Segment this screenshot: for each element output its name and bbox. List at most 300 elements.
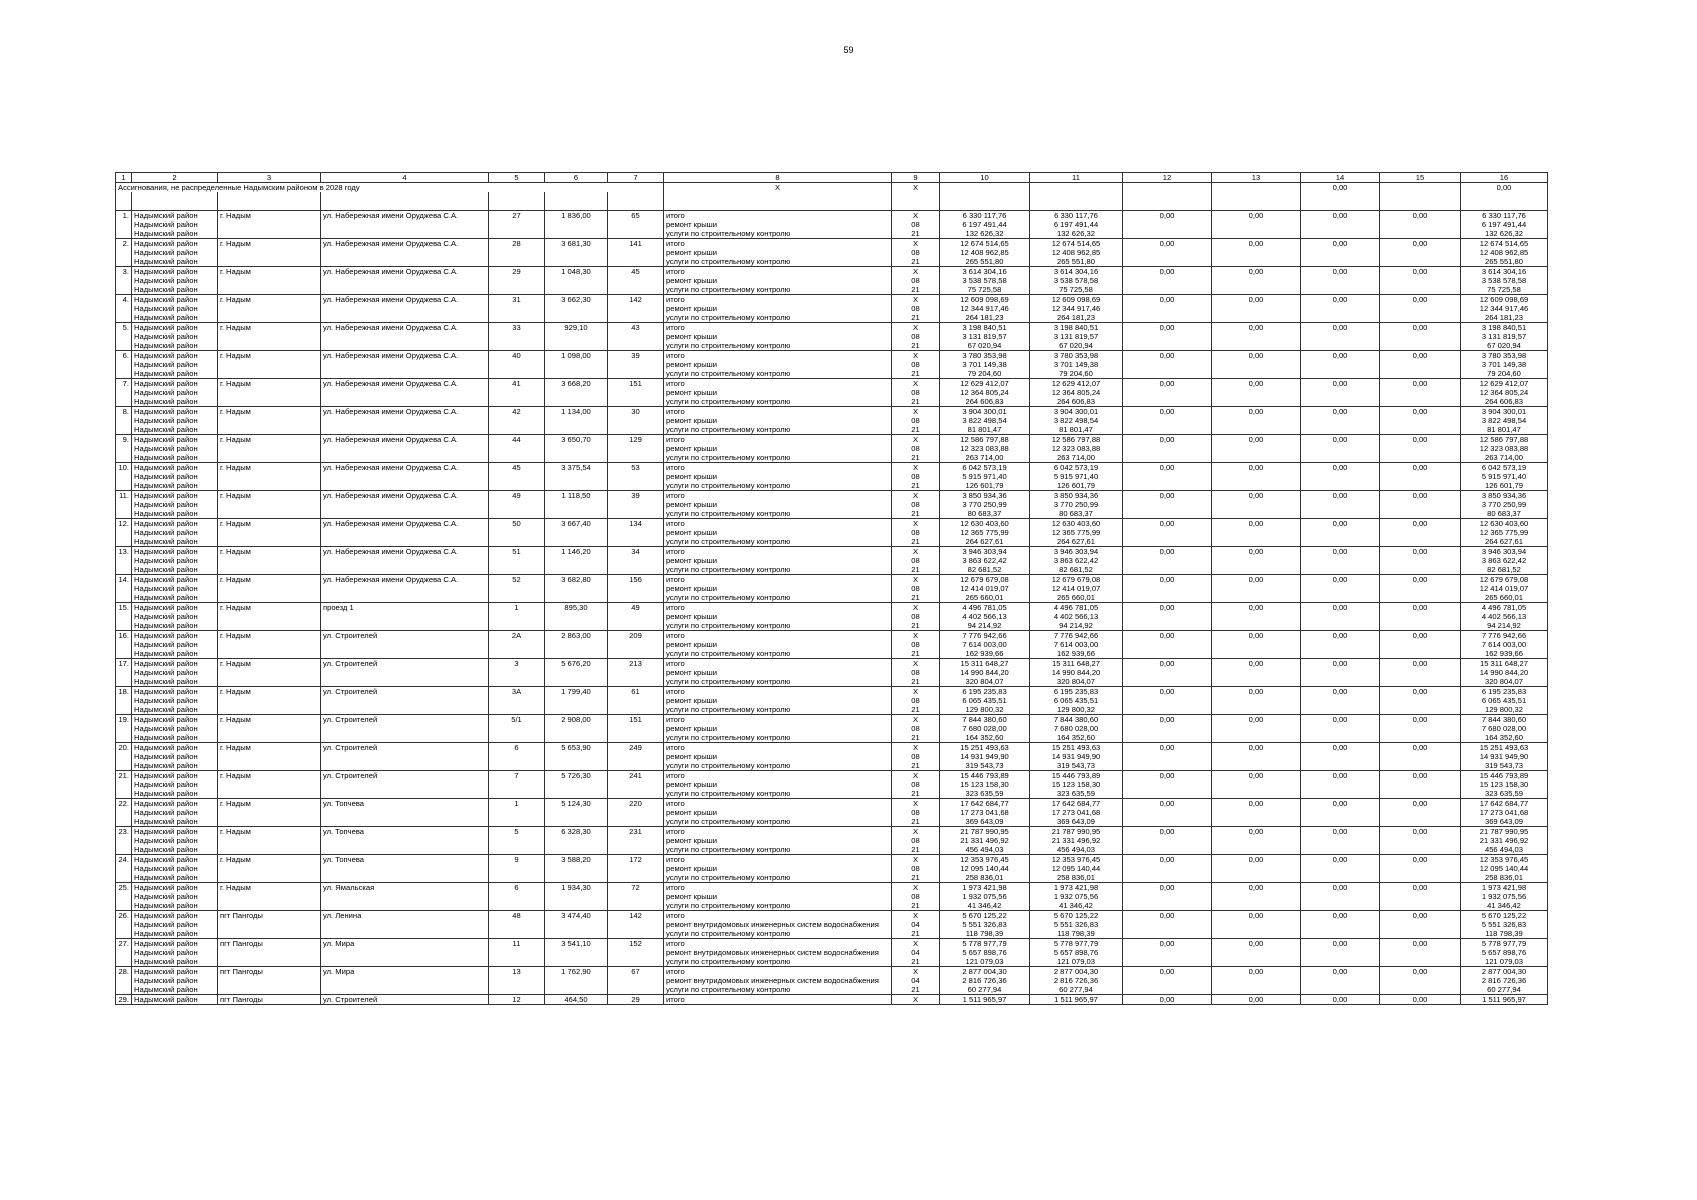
house-number-cell <box>489 360 545 369</box>
regional-cell <box>1212 388 1301 397</box>
sum-cell: 12 095 140,44 <box>1461 864 1548 873</box>
fund-cost-cell: 3 614 304,16 <box>1030 266 1123 276</box>
federal-cell <box>1123 444 1212 453</box>
federal-cell: 0,00 <box>1123 434 1212 444</box>
area-cell <box>545 556 608 565</box>
work-type-cell: ремонт крыши <box>664 556 892 565</box>
total-cost-cell: 81 801,47 <box>940 425 1030 435</box>
municipality-cell: Надымский район <box>132 350 218 360</box>
area-cell <box>545 780 608 789</box>
area-cell <box>545 313 608 323</box>
table-row <box>116 714 1548 724</box>
settlement-cell <box>218 640 321 649</box>
work-code-cell: X <box>892 238 940 248</box>
work-type-cell: услуги по строительному контролю <box>664 817 892 827</box>
work-code-cell: 21 <box>892 677 940 687</box>
local-cell: 0,00 <box>1301 574 1380 584</box>
house-number-cell: 3 <box>489 658 545 668</box>
street-cell <box>321 612 489 621</box>
work-type-cell: итого <box>664 742 892 752</box>
residents-cell: 65 <box>608 210 664 220</box>
street-cell <box>321 500 489 509</box>
residents-cell <box>608 481 664 491</box>
sum-cell: 264 606,83 <box>1461 397 1548 407</box>
sum-cell: 264 181,23 <box>1461 313 1548 323</box>
work-code-cell: 08 <box>892 416 940 425</box>
total-cost-cell: 21 787 990,95 <box>940 826 1030 836</box>
street-cell <box>321 313 489 323</box>
house-number-cell: 44 <box>489 434 545 444</box>
table-row <box>116 266 1548 276</box>
house-number-cell <box>489 537 545 547</box>
house-number-cell <box>489 388 545 397</box>
sum-cell: 121 079,03 <box>1461 957 1548 967</box>
local-cell: 0,00 <box>1301 378 1380 388</box>
settlement-cell <box>218 836 321 845</box>
federal-cell <box>1123 556 1212 565</box>
settlement-cell <box>218 724 321 733</box>
settlement-cell <box>218 416 321 425</box>
street-cell <box>321 220 489 229</box>
local-cell: 0,00 <box>1301 490 1380 500</box>
settlement-cell <box>218 565 321 575</box>
table-row <box>116 229 1548 239</box>
federal-cell <box>1123 472 1212 481</box>
work-type-cell: услуги по строительному контролю <box>664 621 892 631</box>
sum-cell: 80 683,37 <box>1461 509 1548 519</box>
sum-cell: 15 251 493,63 <box>1461 742 1548 752</box>
total-cost-cell: 12 414 019,07 <box>940 584 1030 593</box>
owners-cell: 0,00 <box>1380 770 1461 780</box>
federal-cell <box>1123 621 1212 631</box>
fund-cost-cell: 12 364 805,24 <box>1030 388 1123 397</box>
sum-cell: 12 609 098,69 <box>1461 294 1548 304</box>
area-cell <box>545 369 608 379</box>
total-cost-cell: 265 551,80 <box>940 257 1030 267</box>
area-cell: 1 934,30 <box>545 882 608 892</box>
work-code-cell: X <box>892 882 940 892</box>
fund-cost-cell: 12 323 083,88 <box>1030 444 1123 453</box>
owners-cell <box>1380 733 1461 743</box>
local-cell <box>1301 920 1380 929</box>
owners-cell: 0,00 <box>1380 602 1461 612</box>
work-code-cell: 21 <box>892 985 940 995</box>
col-header: 3 <box>218 173 321 183</box>
owners-cell: 0,00 <box>1380 210 1461 220</box>
street-cell <box>321 304 489 313</box>
street-cell <box>321 892 489 901</box>
fund-cost-cell: 264 627,61 <box>1030 537 1123 547</box>
work-code-cell: 21 <box>892 789 940 799</box>
local-cell <box>1301 761 1380 771</box>
house-number-cell <box>489 640 545 649</box>
house-number-cell <box>489 845 545 855</box>
settlement-cell: г. Надым <box>218 434 321 444</box>
owners-cell: 0,00 <box>1380 574 1461 584</box>
work-type-cell: ремонт крыши <box>664 752 892 761</box>
work-type-cell: услуги по строительному контролю <box>664 985 892 995</box>
table-row <box>116 313 1548 323</box>
settlement-cell: г. Надым <box>218 826 321 836</box>
street-cell: ул. Набережная имени Оруджева С.А. <box>321 574 489 584</box>
area-cell <box>545 705 608 715</box>
settlement-cell <box>218 677 321 687</box>
owners-cell <box>1380 453 1461 463</box>
fund-cost-cell: 7 680 028,00 <box>1030 724 1123 733</box>
federal-cell <box>1123 976 1212 985</box>
area-cell <box>545 388 608 397</box>
fund-cost-cell: 164 352,60 <box>1030 733 1123 743</box>
house-number-cell <box>489 612 545 621</box>
total-cost-cell: 5 551 326,83 <box>940 920 1030 929</box>
residents-cell <box>608 705 664 715</box>
municipality-cell: Надымский район <box>132 210 218 220</box>
work-code-cell: 08 <box>892 332 940 341</box>
fund-cost-cell: 5 915 971,40 <box>1030 472 1123 481</box>
settlement-cell <box>218 332 321 341</box>
local-cell <box>1301 584 1380 593</box>
residents-cell <box>608 724 664 733</box>
local-cell <box>1301 285 1380 295</box>
area-cell <box>545 229 608 239</box>
total-cost-cell: 12 609 098,69 <box>940 294 1030 304</box>
work-code-cell: 21 <box>892 705 940 715</box>
sum-cell: 164 352,60 <box>1461 733 1548 743</box>
owners-cell: 0,00 <box>1380 966 1461 976</box>
house-number-cell <box>489 397 545 407</box>
municipality-cell: Надымский район <box>132 518 218 528</box>
sum-cell: 7 614 003,00 <box>1461 640 1548 649</box>
sum-cell: 2 816 726,36 <box>1461 976 1548 985</box>
sum-cell: 12 344 917,46 <box>1461 304 1548 313</box>
regional-cell: 0,00 <box>1212 714 1301 724</box>
local-cell: 0,00 <box>1301 938 1380 948</box>
regional-cell <box>1212 369 1301 379</box>
row-number <box>116 892 132 901</box>
area-cell <box>545 957 608 967</box>
work-code-cell: X <box>892 938 940 948</box>
sum-cell: 7 776 942,66 <box>1461 630 1548 640</box>
work-type-cell: услуги по строительному контролю <box>664 845 892 855</box>
federal-cell <box>1123 649 1212 659</box>
table-body <box>116 173 1548 1005</box>
work-code-cell: 21 <box>892 397 940 407</box>
work-code-cell: 08 <box>892 500 940 509</box>
regional-cell <box>1212 341 1301 351</box>
total-cost-cell: 21 331 496,92 <box>940 836 1030 845</box>
total-cost-cell: 12 353 976,45 <box>940 854 1030 864</box>
settlement-cell: г. Надым <box>218 350 321 360</box>
settlement-cell <box>218 509 321 519</box>
municipality-cell: Надымский район <box>132 285 218 295</box>
federal-cell <box>1123 929 1212 939</box>
house-number-cell <box>489 229 545 239</box>
area-cell <box>545 248 608 257</box>
col-header: 5 <box>489 173 545 183</box>
fund-cost-cell: 17 642 684,77 <box>1030 798 1123 808</box>
street-cell: ул. Набережная имени Оруджева С.А. <box>321 350 489 360</box>
sum-cell: 4 402 566,13 <box>1461 612 1548 621</box>
row-number: 3. <box>116 266 132 276</box>
fund-cost-cell: 265 551,80 <box>1030 257 1123 267</box>
local-cell: 0,00 <box>1301 462 1380 472</box>
owners-cell <box>1380 696 1461 705</box>
fund-cost-cell: 12 609 098,69 <box>1030 294 1123 304</box>
row-number <box>116 668 132 677</box>
fund-cost-cell: 3 946 303,94 <box>1030 546 1123 556</box>
settlement-cell <box>218 948 321 957</box>
house-number-cell: 40 <box>489 350 545 360</box>
residents-cell <box>608 500 664 509</box>
federal-cell <box>1123 901 1212 911</box>
regional-cell: 0,00 <box>1212 742 1301 752</box>
col-header: 4 <box>321 173 489 183</box>
regional-cell <box>1212 444 1301 453</box>
regional-cell <box>1212 836 1301 845</box>
federal-cell <box>1123 481 1212 491</box>
settlement-cell: пгт Пангоды <box>218 966 321 976</box>
sum-cell: 7 844 380,60 <box>1461 714 1548 724</box>
federal-cell <box>1123 313 1212 323</box>
sum-cell: 320 804,07 <box>1461 677 1548 687</box>
owners-cell <box>1380 369 1461 379</box>
regional-cell: 0,00 <box>1212 210 1301 220</box>
house-number-cell <box>489 901 545 911</box>
regional-cell: 0,00 <box>1212 938 1301 948</box>
total-cost-cell: 1 973 421,98 <box>940 882 1030 892</box>
owners-cell <box>1380 509 1461 519</box>
fund-cost-cell: 263 714,00 <box>1030 453 1123 463</box>
work-code-cell: 21 <box>892 761 940 771</box>
row-number <box>116 360 132 369</box>
settlement-cell: г. Надым <box>218 686 321 696</box>
residents-cell <box>608 257 664 267</box>
municipality-cell: Надымский район <box>132 220 218 229</box>
federal-cell <box>1123 920 1212 929</box>
municipality-cell: Надымский район <box>132 546 218 556</box>
owners-cell: 0,00 <box>1380 826 1461 836</box>
sum-cell: 75 725,58 <box>1461 285 1548 295</box>
owners-cell <box>1380 901 1461 911</box>
work-type-cell: итого <box>664 714 892 724</box>
street-cell <box>321 425 489 435</box>
table-row <box>116 920 1548 929</box>
work-type-cell: итого <box>664 686 892 696</box>
settlement-cell: пгт Пангоды <box>218 938 321 948</box>
federal-cell <box>1123 248 1212 257</box>
area-cell <box>545 584 608 593</box>
area-cell: 1 118,50 <box>545 490 608 500</box>
area-cell <box>545 453 608 463</box>
sum-cell: 7 680 028,00 <box>1461 724 1548 733</box>
fund-cost-cell: 132 626,32 <box>1030 229 1123 239</box>
total-cost-cell: 2 816 726,36 <box>940 976 1030 985</box>
fund-cost-cell: 1 932 075,56 <box>1030 892 1123 901</box>
house-number-cell <box>489 621 545 631</box>
residents-cell: 141 <box>608 238 664 248</box>
settlement-cell <box>218 341 321 351</box>
house-number-cell <box>489 425 545 435</box>
local-cell <box>1301 304 1380 313</box>
municipality-cell: Надымский район <box>132 369 218 379</box>
municipality-cell: Надымский район <box>132 397 218 407</box>
total-cost-cell: 12 364 805,24 <box>940 388 1030 397</box>
work-type-cell: ремонт внутридомовых инженерных систем водоснабжения <box>664 920 892 929</box>
col-header: 6 <box>545 173 608 183</box>
fund-cost-cell: 7 776 942,66 <box>1030 630 1123 640</box>
owners-cell: 0,00 <box>1380 546 1461 556</box>
street-cell: ул. Набережная имени Оруджева С.А. <box>321 462 489 472</box>
regional-cell <box>1212 761 1301 771</box>
federal-cell <box>1123 388 1212 397</box>
federal-cell: 0,00 <box>1123 994 1212 1004</box>
work-code-cell: 21 <box>892 845 940 855</box>
street-cell: ул. Ленина <box>321 910 489 920</box>
house-number-cell: 27 <box>489 210 545 220</box>
area-cell <box>545 416 608 425</box>
local-cell <box>1301 500 1380 509</box>
row-number: 13. <box>116 546 132 556</box>
house-number-cell <box>489 892 545 901</box>
sum-cell: 323 635,59 <box>1461 789 1548 799</box>
local-cell <box>1301 276 1380 285</box>
area-cell: 3 541,10 <box>545 938 608 948</box>
owners-cell <box>1380 752 1461 761</box>
area-cell <box>545 752 608 761</box>
local-cell <box>1301 313 1380 323</box>
street-cell <box>321 257 489 267</box>
total-cost-cell: 12 630 403,60 <box>940 518 1030 528</box>
owners-cell: 0,00 <box>1380 938 1461 948</box>
residents-cell <box>608 416 664 425</box>
residents-cell <box>608 528 664 537</box>
sum-cell: 1 511 965,97 <box>1461 994 1548 1004</box>
local-cell <box>1301 817 1380 827</box>
area-cell: 3 474,40 <box>545 910 608 920</box>
row-number: 8. <box>116 406 132 416</box>
total-cost-cell: 323 635,59 <box>940 789 1030 799</box>
row-number: 19. <box>116 714 132 724</box>
row-number <box>116 845 132 855</box>
residents-cell <box>608 920 664 929</box>
residents-cell <box>608 668 664 677</box>
work-code-cell: 08 <box>892 724 940 733</box>
house-number-cell: 29 <box>489 266 545 276</box>
municipality-cell: Надымский район <box>132 630 218 640</box>
street-cell <box>321 453 489 463</box>
fund-cost-cell: 6 197 491,44 <box>1030 220 1123 229</box>
municipality-cell: Надымский район <box>132 276 218 285</box>
table-row <box>116 518 1548 528</box>
street-cell <box>321 649 489 659</box>
municipality-cell: Надымский район <box>132 313 218 323</box>
fund-cost-cell: 12 586 797,88 <box>1030 434 1123 444</box>
regional-cell: 0,00 <box>1212 322 1301 332</box>
federal-cell: 0,00 <box>1123 490 1212 500</box>
work-type-cell: ремонт крыши <box>664 668 892 677</box>
regional-cell <box>1212 976 1301 985</box>
work-type-cell: итого <box>664 910 892 920</box>
owners-cell <box>1380 425 1461 435</box>
federal-cell <box>1123 565 1212 575</box>
total-cost-cell: 12 095 140,44 <box>940 864 1030 873</box>
work-type-cell: ремонт крыши <box>664 444 892 453</box>
fund-cost-cell: 2 877 004,30 <box>1030 966 1123 976</box>
local-cell <box>1301 444 1380 453</box>
row-number <box>116 584 132 593</box>
municipality-cell: Надымский район <box>132 378 218 388</box>
total-cost-cell: 79 204,60 <box>940 369 1030 379</box>
total-cost-cell: 94 214,92 <box>940 621 1030 631</box>
municipality-cell: Надымский район <box>132 826 218 836</box>
municipality-cell: Надымский район <box>132 341 218 351</box>
work-type-cell: итого <box>664 658 892 668</box>
table-row <box>116 854 1548 864</box>
work-type-cell: ремонт крыши <box>664 276 892 285</box>
work-code-cell: X <box>892 966 940 976</box>
owners-cell <box>1380 248 1461 257</box>
table-row <box>116 882 1548 892</box>
work-code-cell: 08 <box>892 276 940 285</box>
municipality-cell: Надымский район <box>132 537 218 547</box>
table-row <box>116 938 1548 948</box>
area-cell <box>545 276 608 285</box>
local-cell: 0,00 <box>1301 406 1380 416</box>
federal-cell <box>1123 453 1212 463</box>
area-cell <box>545 220 608 229</box>
area-cell: 3 650,70 <box>545 434 608 444</box>
total-cost-cell: 15 251 493,63 <box>940 742 1030 752</box>
local-cell <box>1301 397 1380 407</box>
street-cell <box>321 752 489 761</box>
residents-cell: 213 <box>608 658 664 668</box>
house-number-cell <box>489 509 545 519</box>
unallocated-c16: 0,00 <box>1461 183 1548 193</box>
residents-cell: 129 <box>608 434 664 444</box>
area-cell: 5 124,30 <box>545 798 608 808</box>
table-row <box>116 929 1548 939</box>
municipality-cell: Надымский район <box>132 612 218 621</box>
total-cost-cell: 3 946 303,94 <box>940 546 1030 556</box>
table-row <box>116 836 1548 845</box>
total-cost-cell: 264 627,61 <box>940 537 1030 547</box>
work-code-cell: X <box>892 686 940 696</box>
fund-cost-cell: 94 214,92 <box>1030 621 1123 631</box>
local-cell <box>1301 752 1380 761</box>
municipality-cell: Надымский район <box>132 416 218 425</box>
residents-cell <box>608 640 664 649</box>
sum-cell: 132 626,32 <box>1461 229 1548 239</box>
settlement-cell: пгт Пангоды <box>218 994 321 1004</box>
work-code-cell: 08 <box>892 808 940 817</box>
regional-cell <box>1212 509 1301 519</box>
total-cost-cell: 4 496 781,05 <box>940 602 1030 612</box>
federal-cell <box>1123 304 1212 313</box>
municipality-cell: Надымский район <box>132 910 218 920</box>
work-code-cell: X <box>892 770 940 780</box>
owners-cell: 0,00 <box>1380 322 1461 332</box>
table-row <box>116 472 1548 481</box>
owners-cell <box>1380 444 1461 453</box>
local-cell <box>1301 341 1380 351</box>
local-cell <box>1301 556 1380 565</box>
work-type-cell: итого <box>664 518 892 528</box>
area-cell <box>545 472 608 481</box>
work-code-cell: X <box>892 994 940 1004</box>
street-cell <box>321 388 489 397</box>
municipality-cell: Надымский район <box>132 836 218 845</box>
col-header: 15 <box>1380 173 1461 183</box>
